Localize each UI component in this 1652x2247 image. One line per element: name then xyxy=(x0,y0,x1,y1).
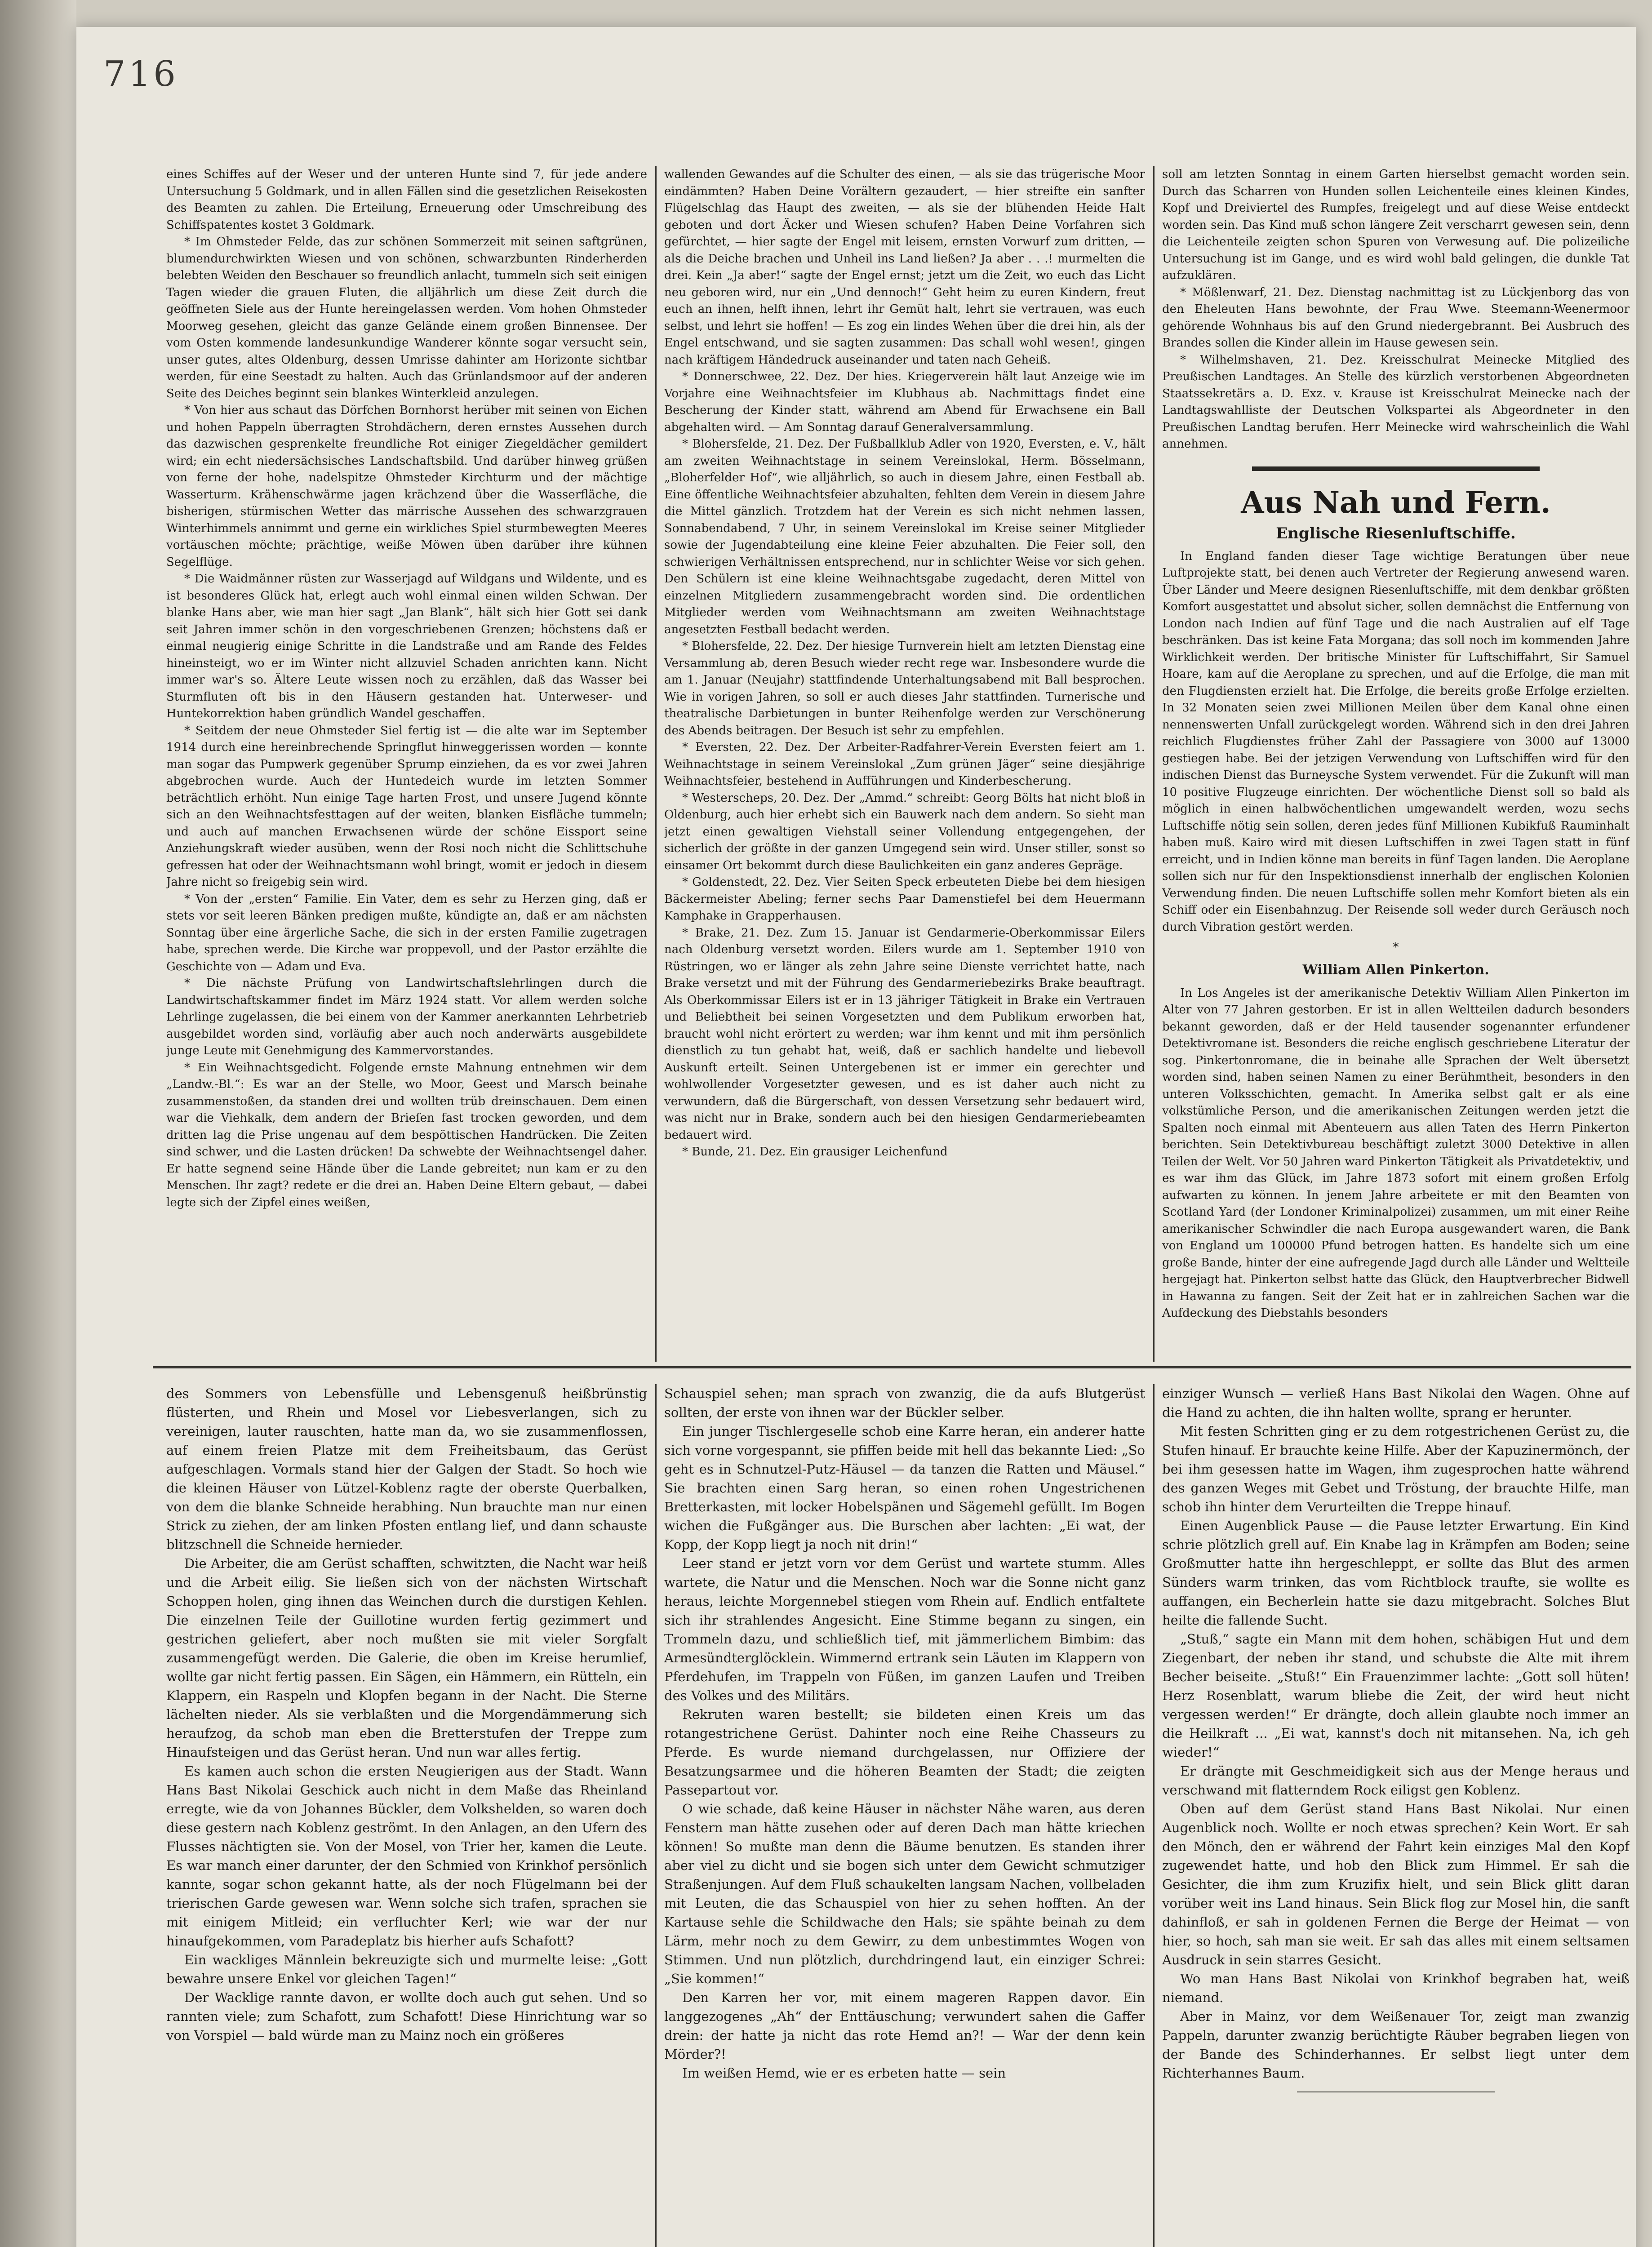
paragraph: Ein junger Tischlergeselle schob eine Karre heran, ein anderer hatte sich vorne vorgespannt, sie pfiffen beide mit hell das bekannte Lied: „So geht es in Schnutzel-Putz-Häusel — da tanzen die Ratten und Mäusel.“ Sie brachten einen Sarg heran, so einen rohen Ungestrichenen Bretterkasten, mit locker Hobelspänen und Sägemehl gefüllt. Im Bogen wichen die Fußgänger aus. Die Burschen aber lachten: „Ei wat, der Kopp, der Kopp liegt ja noch nit drin!“ xyxy=(664,1424,1145,1552)
paragraph: O wie schade, daß keine Häuser in nächster Nähe waren, aus deren Fenstern man hätte zusehen oder auf deren Dach man hätte kriechen können! So mußte man denn die Bäume benutzen. Es standen ihrer aber viel zu dicht und sie bogen sich unter dem Gewicht schmutziger Straßenjungen. Auf dem Fluß schaukelten langsam Nachen, vollbeladen mit Leuten, die das Schauspiel von hier zu sehen hofften. An der Kartause sehle die Schildwache den Hals; sie spähte beinah zu dem Lärm, mehr noch zu dem Gewirr, zu dem unbestimmtes Wogen von Stimmen. Und nun plötzlich, durchdringend laut, ein einziger Schrei: „Sie kommen!“ xyxy=(664,1801,1145,1986)
paragraph: des Sommers von Lebensfülle und Lebensgenuß heißbrünstig flüsterten, und Rhein und Mosel vor Liebesverlangen, sich zu vereinigen, lauter rauschten, hatte man da, wo sie zusammenflossen, auf einem freien Platze mit dem Freiheitsbaum, das Gerüst aufgeschlagen. Vormals stand hier der Galgen der Stadt. So hoch wie die kleinen Häuser von Lützel-Koblenz ragte der oberste Querbalken, von dem die blanke Schneide herabhing. Nun brauchte man nur einen Strick zu ziehen, der am linken Pfosten entlang lief, und dann schauste blitzschnell die Schneide hernieder. xyxy=(166,1386,647,1552)
paragraph: Einen Augenblick Pause — die Pause letzter Erwartung. Ein Kind schrie plötzlich grell auf. Ein Knabe lag in Krämpfen am Boden; seine Großmutter hatte ihn hergeschleppt, er sollte das Blut des armen Sünders warm trinken, das vom Richtblock traufte, sie wollte es auffangen, ein Becherlein hatte sie dazu mitgebracht. Solches Blut heilte die fallende Sucht. xyxy=(1162,1518,1630,1628)
paragraph: * Die Waidmänner rüsten zur Wasserjagd auf Wildgans und Wildente, und es ist besonderes Glück hat, erlegt auch wohl einmal einen wilden Schwan. Der blanke Hans aber, wie man hier sagt „Jan Blank“, hält sich hier Gott sei dank seit Jahren immer schön in den vorgeschriebenen Grenzen; höchstens daß er einmal neugierig einige Schritte in die Landstraße und am Rande des Feldes hineinsteigt, wo er im Winter nicht allzuviel Schaden anrichten kann. Nicht immer war's so. Ältere Leute wissen noch zu erzählen, daß das Wasser bei Sturmfluten oft bis in den Häusern gestanden hat. Unterweser- und Huntekorrektion haben gründlich Wandel geschaffen. xyxy=(166,572,647,720)
paragraph: eines Schiffes auf der Weser und der unteren Hunte sind 7, für jede andere Untersuchung 5 Goldmark, und in allen Fällen sind die gesetzlichen Reisekosten des Beamten zu zahlen. Die Erteilung, Erneuerung oder Umschreibung des Schiffspatentes kostet 3 Goldmark. xyxy=(166,168,647,232)
page-number: 716 xyxy=(103,54,178,94)
paragraph: Schauspiel sehen; man sprach von zwanzig, die da aufs Blutgerüst sollten, der erste von ihnen war der Bückler selber. xyxy=(664,1386,1145,1420)
feuilleton-column-2-body xyxy=(664,1384,1145,2083)
paragraph: Wo man Hans Bast Nikolai von Krinkhof begraben hat, weiß niemand. xyxy=(1162,1971,1630,2005)
section-subtitle: Englische Riesenluftschiffe. xyxy=(1276,524,1516,542)
paragraph: „Stuß,“ sagte ein Mann mit dem hohen, schäbigen Hut und dem Ziegenbart, der neben ihr stand, und schubste die Alte mit ihrem Becher beiseite. „Stuß!“ Ein Frauenzimmer lachte: „Gott soll hüten! Herz Rosenblatt, warum bliebe die Zeit, der wird heut nicht vergessen werden!“ Er drängte, doch allein glaubte noch immer an die Heilkraft ... „Ei wat, kannst's doch nit mitansehen. Na, ich geh wieder!“ xyxy=(1162,1631,1630,1760)
paragraph: Die Arbeiter, die am Gerüst schafften, schwitzten, die Nacht war heiß und die Arbeit eilig. Sie ließen sich von der nächsten Wirtschaft Schoppen holen, ging ihnen das Weinchen durch die durstigen Kehlen. Die einzelnen Teile der Guillotine wurden fertig gezimmert und gestrichen geliefert, aber noch mußten sie mit vieler Sorgfalt zusammengefügt werden. Die Galerie, die oben im Kreise herumlief, wollte gar nicht fertig passen. Ein Sägen, ein Hämmern, ein Rütteln, ein Klappern, ein Raspeln und Klopfen begann in der Nacht. Die Sterne lächelten nieder. Als sie verblaßten und die Morgendämmerung sich heraufzog, da schob man eben die Bretterstufen der Treppe zum Hinaufsteigen und das Gerüst heran. Und nun war alles fertig. xyxy=(166,1556,647,1760)
paragraph: Im weißen Hemd, wie er es erbeten hatte — sein xyxy=(682,2065,1006,2081)
column-divider-1 xyxy=(655,166,657,1362)
paragraph: Oben auf dem Gerüst stand Hans Bast Nikolai. Nur einen Augenblick noch. Wollte er noch etwas sprechen? Kein Wort. Er sah den Mönch, den er während der Fahrt kein einziges Mal den Kopf zugewendet hatte, und hob den Blick zum Himmel. Er sah die Gesichter, die ihm zum Kruzifix hielt, und sein Blick glitt daran vorüber weit ins Land hinaus. Sein Blick flog zur Mosel hin, die sanft dahinfloß, er sah in goldenen Fernen die Berge der Heimat — von hier, so hoch, sah man sie weit. Er sah das alles mit einem seltsamen Ausdruck in sein starres Gesicht. xyxy=(1162,1801,1630,1967)
paragraph: * Blohersfelde, 21. Dez. Der Fußballklub Adler von 1920, Eversten, e. V., hält am zweiten Weihnachtstage in seinem Vereinslokal, Herm. Bösselmann, „Bloherfelder Hof“, wie alljährlich, so auch in diesem Jahre, einen Festball ab. Eine öffentliche Weihnachtsfeier abzuhalten, fehlten dem Verein in diesem Jahre die Mittel gänzlich. Trotzdem hat der Verein es sich nicht nehmen lassen, Sonnabendabend, 7 Uhr, in seinem Vereinslokal im Kreise seiner Mitglieder sowie der Jugendabteilung eine kleine Feier abzuhalten. Die Feier soll, den schwierigen Verhältnissen entsprechend, nur in schlichter Weise vor sich gehen. Den Schülern ist eine kleine Weihnachtsgabe zugedacht, deren Mittel von einzelnen Mitgliedern zusammengebracht worden sind. Die ordentlichen Mitglieder werden vom Weihnachtsmann am zweiten Weihnachtstage angesetzten Festball bedacht werden. xyxy=(664,437,1145,636)
feuilleton-column-3-body xyxy=(1162,1384,1630,2083)
paragraph: * Brake, 21. Dez. Zum 15. Januar ist Gendarmerie-Oberkommissar Eilers nach Oldenburg versetzt worden. Eilers wurde am 1. September 1910 von Rüstringen, wo er länger als zehn Jahre seine Dienste verrichtet hatte, nach Brake versetzt und mit der Führung des Gendarmeriebezirks Brake beauftragt. Als Oberkommissar Eilers ist er in 13 jähriger Tätigkeit in Brake ein Vertrauen und Beliebtheit bei seinen Vorgesetzten und dem Publikum erworben hat, braucht wohl nicht erörtert zu werden; war ihm kennt und mit ihm persönlich dienstlich zu tun gehabt hat, weiß, daß er sachlich handelte und liebevoll Auskunft erteilt. Seinen Untergebenen ist er immer ein gerechter und wohlwollender Vorgesetzter gewesen, und es ist daher auch nicht zu verwundern, daß die Bürgerschaft, von dessen Versetzung sehr bedauert wird, was nicht nur in Brake, sondern auch bei den hiesigen Gendarmeriebeamten bedauert wird. xyxy=(664,926,1145,1142)
paragraph: * Die nächste Prüfung von Landwirtschaftslehrlingen durch die Landwirtschaftskammer findet im März 1924 statt. Vor allem werden solche Lehrlinge zugelassen, die bei einem von der Kammer anerkannten Lehrbetrieb ausgebildet worden sind, vorläufig aber auch noch anderwärts ausgebildete junge Leute mit Genehmigung des Kammervorstandes. xyxy=(166,977,647,1057)
paragraph: Rekruten waren bestellt; sie bildeten einen Kreis um das rotangestrichene Gerüst. Dahinter noch eine Reihe Chasseurs zu Pferde. Es wurde niemand durchgelassen, nur Offiziere der Besatzungsarmee und die höheren Beamten der Stadt; die zeigten Passepartout vor. xyxy=(664,1707,1145,1798)
paragraph: In Los Angeles ist der amerikanische Detektiv William Allen Pinkerton im Alter von 77 Jahren gestorben. Er ist in allen Weltteilen dadurch besonders bekannt geworden, daß er der Held tausender sogenannter erfundener Detektivromane ist. Besonders die reiche englisch geschriebene Literatur der sog. Pinkertonromane, die in beinahe alle Sprachen der Welt übersetzt worden sind, haben seinen Namen zu einer Berühmtheit, besonders in den unteren Volksschichten, gemacht. In Amerika selbst galt er als eine volkstümliche Person, und die amerikanischen Zeitungen werden jetzt die Spalten noch einmal mit Abenteuern aus allen Taten des Herrn Pinkerton berichten. Sein Detektivbureau beschäftigt zuletzt 3000 Detektive in allen Teilen der Welt. Vor 50 Jahren ward Pinkerton Tätigkeit als Privatdetektiv, und es war ihm das Glück, im Jahre 1873 sofort mit einem großen Erfolg aufwarten zu können. In jenem Jahre arbeitete er mit den Beamten von Scotland Yard (der Londoner Kriminalpolizei) zusammen, um mit einer Reihe amerikanischer Schwindler die nach Europa ausgewandert waren, die Bank von England um 100000 Pfund betrogen hatten. Es handelte sich um eine große Bande, hinter der eine aufregende Jagd durch alle Länder und Weltteile hergejagt hat. Pinkerton selbst hatte das Glück, den Hauptverbrecher Bidwell in Hawanna zu fangen. Seit der Zeit hat er in zahlreichen Sachen war die Aufdeckung des Diebstahls besonders xyxy=(1162,986,1630,1320)
paragraph: * Goldenstedt, 22. Dez. Vier Seiten Speck erbeuteten Diebe bei dem hiesigen Bäckermeister Abeling; ferner sechs Paar Damenstiefel bei dem Heuermann Kamphake in Grapperhausen. xyxy=(664,875,1145,923)
paragraph: wallenden Gewandes auf die Schulter des einen, — als sie das trügerische Moor eindämmten? Haben Deine Vorältern gezaudert, — hier streifte ein sanfter Flügelschlag das Haupt des zweiten, — als sie der blühenden Heide Halt geboten und dort Äcker und Wiesen schufen? Haben Deine Vorfahren sich gefürchtet, — hier sagte der Engel mit leisem, ernsten Vorwurf zum dritten, — als die Deiche brachen und Unheil ins Land ließen? Ja aber . . .! murmelten die drei. Kein „Ja aber!“ sagte der Engel ernst; jetzt um die Zeit, wo euch das Licht neu geboren wird, nur ein „Und dennoch!“ Geht heim zu euren Kindern, freut euch an ihnen, helft ihnen, lehrt ihr Gemüt halt, lehrt sie vertrauen, was euch selbst, und lehrt sie hoffen! — Es zog ein lindes Wehen über die drei hin, als der Engel entschwand, und sie sagten zusammen: Das schall wohl wesen!, gingen nach kräftigem Händedruck auseinander und taten nach Geheiß. xyxy=(664,168,1145,367)
paragraph: Es kamen auch schon die ersten Neugierigen aus der Stadt. Wann Hans Bast Nikolai Geschick auch nicht in dem Maße das Rheinland erregte, wie da von Johannes Bückler, dem Volkshelden, so waren doch diese gestern nach Koblenz geströmt. In den Anlagen, an den Ufern des Flusses nächtigten sie. Von der Mosel, von Trier her, kamen die Leute. Es war manch einer darunter, der den Schmied von Krinkhof persönlich kannte, sogar schon gekannt hatte, als der noch Flügelmann bei der trierischen Garde gewesen war. Wenn solche sich trafen, sprachen sie mit einigem Mitleid; ein verfluchter Kerl; wie war der nur hinaufgekommen, vom Paradeplatz bis hierher aufs Schafott? xyxy=(166,1763,647,1949)
column-1 xyxy=(166,166,647,1362)
section-title: Aus Nah und Fern. xyxy=(1241,484,1551,520)
paragraph: * Ein Weihnachtsgedicht. Folgende ernste Mahnung entnehmen wir dem „Landw.-Bl.“: Es war an der Stelle, wo Moor, Geest und Marsch beinahe zusammenstoßen, da standen drei und wollten trüb dreinschauen. Dem einen war die Viehkalk, dem andern der Brieſen fast trocken geworden, und dem dritten lag die Prise ungenau auf dem bespöttischen Handrücken. Die Zeiten sind schwer, und die Lasten drücken! Da schwebte der Weihnachtsengel daher. Er hatte segnend seine Hände über die Lande gebreitet; nun kam er zu den Menschen. Ihr zagt? redete er die drei an. Haben Deine Eltern gebaut, — dabei legte sich der Zipfel eines weißen, xyxy=(166,1061,647,1209)
section-rule xyxy=(1252,466,1540,471)
column-3 xyxy=(1162,166,1630,1362)
paragraph: * Von hier aus schaut das Dörfchen Bornhorst herüber mit seinen von Eichen und hohen Pappeln überragten Strohdächern, deren ernstes Aussehen durch das dazwischen gesprenkelte freundliche Rot einiger Ziegeldächer gemildert wird; ein echt niedersächsisches Landschaftsbild. Und darüber hinweg grüßen von ferne der hohe, nadelspitze Ohmsteder Kirchturm und der mächtige Wasserturm. Krähenschwärme jagen krächzend über die Wasserfläche, die bisherigen, stürmischen Wetter das märrische Aussehen des schwarzgrauen Winterhimmels annimmt und gerne ein wirkliches Spiel sturmbewegten Meeres vortäuschen möchte; prächtige, weiße Möwen üben darüber ihre kühnen Segelflüge. xyxy=(166,404,647,569)
paragraph: * Eversten, 22. Dez. Der Arbeiter-Radfahrer-Verein Eversten feiert am 1. Weihnachtstage in seinem Vereinslokal „Zum grünen Jäger“ seine diesjährige Weihnachtsfeier, bestehend in Aufführungen und Kinderbescherung. xyxy=(664,741,1145,788)
paragraph: Ein wackliges Männlein bekreuzigte sich und murmelte leise: „Gott bewahre unsere Enkel vor gleichen Tagen!“ xyxy=(166,1952,647,1986)
feuilleton-column-1 xyxy=(166,1384,647,2247)
paragraph: Aber in Mainz, vor dem Weißenauer Tor, zeigt man zwanzig Pappeln, darunter zwanzig berüchtigte Räuber begraben liegen von der Bande des Schinderhannes. Er selbst liegt unter dem Richterhannes Baum. xyxy=(1162,2009,1630,2081)
column-3-local-news xyxy=(1162,166,1630,453)
paragraph: * Seitdem der neue Ohmsteder Siel fertig ist — die alte war im September 1914 durch eine hereinbrechende Springflut hinweggerissen worden — konnte man sogar das Pumpwerk gegenüber Sprump einziehen, da es vor zwei Jahren abgebrochen wurde. Auch der Huntedeich wurde im letzten Sommer beträchtlich erhöht. Nun einige Tage harten Frost, und unsere Jugend könnte sich an den Weihnachtsfesttagen auf der weiten, blanken Eisfläche tummeln; und auch auf manchen Erwachsenen würde der schöne Eissport seine Anziehungskraft wieder ausüben, wenn der Rosi noch nicht die Schlittschuhe gefressen hat oder der Weihnachtsmann wohl bringt, womit er jedoch in diesem Jahre nicht so freigebig sein wird. xyxy=(166,724,647,889)
paragraph: * Bunde, 21. Dez. Ein grausiger Leichenfund xyxy=(682,1145,948,1159)
paragraph: Der Wacklige rannte davon, er wollte doch auch gut sehen. Und so rannten viele; zum Schafott, zum Schafott! Diese Hinrichtung war so von Vorspiel — bald würde man zu Mainz noch ein größeres xyxy=(166,1990,647,2043)
paragraph: einziger Wunsch — verließ Hans Bast Nikolai den Wagen. Ohne auf die Hand zu achten, die ihn halten wollte, sprang er herunter. xyxy=(1162,1386,1630,1420)
feuilleton-divider xyxy=(153,1366,1631,1368)
airship-article xyxy=(1162,548,1630,936)
feuilleton-column-3 xyxy=(1162,1384,1630,2247)
column-1-body xyxy=(166,166,647,1211)
feuilleton-column-1-body xyxy=(166,1384,647,2045)
paragraph: * Wilhelmshaven, 21. Dez. Kreisschulrat Meinecke Mitglied des Preußischen Landtages. An Stelle des kürzlich verstorbenen Abgeordneten Staatssekretärs a. D. Exz. v. Krause ist Kreisschulrat Meinecke nach der Landtagswahlliste der Deutschen Volkspartei als Abgeordneter in den Preußischen Landtag berufen. Herr Meinecke wird wahrscheinlich die Wahl annehmen. xyxy=(1162,353,1630,451)
paragraph: In England fanden dieser Tage wichtige Beratungen über neue Luftprojekte statt, bei denen auch Vertreter der Regierung anwesend waren. Über Länder und Meere designen Riesenluftschiffe, mit dem denkbar größten Komfort ausgestattet und absolut sicher, sollen demnächst die Entfernung von London nach Indien auf fünf Tage und die nach Australien auf elf Tage beschränken. Das ist keine Fata Morgana; das soll noch im kommenden Jahre Wirklichkeit werden. Der britische Minister für Luftschiffahrt, Sir Samuel Hoare, kam auf die Aeroplane zu sprechen, und auf die Erfolge, die man mit den Flugdiensten erzielt hat. Die Erfolge, die bereits große Erfolge erzielten. In 32 Monaten seien zwei Millionen Meilen über dem Kanal ohne einen nennenswerten Unfall zurückgelegt worden. Während sich in den drei Jahren reichlich Flugdienstes früher Zahl der Passagiere von 3000 auf 13000 gestiegen habe. Bei der jetzigen Verwendung von Luftschiffen wird für den indischen Dienst das Burneysche System verwendet. Für die Zukunft will man 10 positive Flugzeuge einrichten. Der wöchentliche Dienst soll so bald als möglich in einen halbwöchentlichen umgewandelt werden, wozu sechs Luftschiffe nötig sein sollen, deren jedes fünf Millionen Kubikfuß Rauminhalt haben muß. Kairo wird mit diesen Luftschiffen in zwei Tagen statt in fünf erreicht, und in Indien könne man bereits in fünf Tagen landen. Die Aeroplane sollen sich nur für den Inspektionsdienst innerhalb der englischen Kolonien Verwendung finden. Die neuen Luftschiffe sollen mehr Komfort bieten als ein Schiff oder ein Eisenbahnzug. Der Reisende soll weder durch Geräusch noch durch Vibration gestört werden. xyxy=(1162,549,1630,934)
feuilleton-divider-2 xyxy=(1153,1384,1155,2247)
feuilleton-divider-1 xyxy=(655,1384,657,2247)
pinkerton-article xyxy=(1162,985,1630,1322)
paragraph: Mit festen Schritten ging er zu dem rotgestrichenen Gerüst zu, die Stufen hinauf. Er brauchte keine Hilfe. Aber der Kapuzinermönch, der bei ihm gesessen hatte im Wagen, ihm zugesprochen hatte während des ganzen Weges mit Gebet und Tröstung, der brauchte Hilfe, man schob ihn hinter dem Verurteilten die Treppe hinauf. xyxy=(1162,1424,1630,1514)
paragraph: * Von der „ersten“ Familie. Ein Vater, dem es sehr zu Herzen ging, daß er stets vor seit leeren Bänken predigen mußte, kündigte an, daß er am nächsten Sonntag über eine ärgerliche Sache, die sich in der ersten Familie zugetragen habe, sprechen werde. Die Kirche war proppevoll, und der Pastor erzählte die Geschichte von — Adam und Eva. xyxy=(166,892,647,973)
paragraph: * Westerscheps, 20. Dez. Der „Ammd.“ schreibt: Georg Bölts hat nicht bloß in Oldenburg, auch hier erhebt sich ein Bauwerk nach dem andern. So sieht man jetzt einen gewaltigen Viehstall seiner Vollendung entgegengehen, der sicherlich der größte in der ganzen Umgegend sein wird. Unser stiller, sonst so einsamer Ort bekommt durch diese Baulichkeiten ein ganz anderes Gepräge. xyxy=(664,791,1145,872)
paragraph: Er drängte mit Geschmeidigkeit sich aus der Menge heraus und verschwand mit flatterndem Rock eiligst gen Koblenz. xyxy=(1162,1763,1630,1798)
paragraph: Leer stand er jetzt vorn vor dem Gerüst und wartete stumm. Alles wartete, die Natur und die Menschen. Noch war die Sonne nicht ganz heraus, leichte Morgennebel stiegen vom Rhein auf. Endlich entfaltete sich ihr strahlendes Angesicht. Eine Stimme begann zu singen, ein Trommeln dazu, und schließlich tief, mit jämmerlichem Bimbim: das Armesündterglöcklein. Wimmernd ertrank sein Läuten im Klappern von Pferdehufen, im Trappeln von Füßen, im ganzen Laufen und Treiben des Volkes und des Militärs. xyxy=(664,1556,1145,1703)
paragraph: * Blohersfelde, 22. Dez. Der hiesige Turnverein hielt am letzten Dienstag eine Versammlung ab, deren Besuch wieder recht rege war. Insbesondere wurde die am 1. Januar (Neujahr) stattfindende Unterhaltungsabend mit Ball besprochen. Wie in vorigen Jahren, so soll er auch dieses Jahr stattfinden. Turnerische und theatralische Darbietungen in bunter Reihenfolge werden zur Verschönerung des Abends beitragen. Der Besuch ist sehr zu empfehlen. xyxy=(664,639,1145,737)
column-2 xyxy=(664,166,1145,1362)
paragraph: soll am letzten Sonntag in einem Garten hierselbst gemacht worden sein. Durch das Scharren von Hunden sollen Leichenteile eines kleinen Kindes, Kopf und Dreiviertel des Rumpfes, freigelegt und auf diese Weise entdeckt worden sein. Das Kind muß schon längere Zeit verscharrt gewesen sein, denn die Leichenteile zeigten schon Spuren von Verwesung auf. Die polizeiliche Untersuchung ist im Gange, und es wird wohl bald gelingen, die dunkle Tat aufzuklären. xyxy=(1162,168,1630,282)
paragraph: * Mößlenwarf, 21. Dez. Dienstag nachmittag ist zu Lückjenborg das von den Eheleuten Hans bewohnte, der Frau Wwe. Steemann-Weenermoor gehörende Wohnhaus bis auf den Grund niedergebrannt. Bei Ausbruch des Brandes sollen die Kinder allein im Hause gewesen sein. xyxy=(1162,285,1630,350)
paragraph: * Donnerschwee, 22. Dez. Der hies. Kriegerverein hält laut Anzeige wie im Vorjahre eine Weihnachtsfeier im Klubhaus ab. Nachmittags findet eine Bescherung der Kinder statt, während am Abend für Erwachsene ein Ball abgehalten wird. — Am Sonntag darauf Generalversammlung. xyxy=(664,370,1145,434)
separator-star: * xyxy=(1393,941,1399,954)
column-divider-2 xyxy=(1153,166,1155,1362)
pinkerton-title: William Allen Pinkerton. xyxy=(1302,962,1489,978)
paragraph: * Im Ohmsteder Felde, das zur schönen Sommerzeit mit seinen saftgrünen, blumendurchwirkten Wiesen und von schönen, schwarzbunten Rinderherden belebten Weiden den Beschauer so freundlich anlacht, tummeln sich seit einigen Tagen wieder die grauen Fluten, die alljährlich um diese Zeit durch die geöffneten Siele aus der Hunte hereingelassen werden. Vom hohen Ohmsteder Moorweg gesehen, gleicht das ganze Gelände einem großen Binnensee. Der vom Osten kommende landesunkundige Wanderer könnte sogar versucht sein, unser gutes, altes Oldenburg, dessen Umrisse dahinter am Horizonte sichtbar werden, für eine Seestadt zu halten. Auch das Grünlandsmoor auf der anderen Seite des Deiches beginnt sein blankes Winterkleid anzulegen. xyxy=(166,235,647,400)
paragraph: Den Karren her vor, mit einem mageren Rappen davor. Ein langgezogenes „Ah“ der Enttäuschung; verwundert sahen die Gaffer drein: der hatte ja nicht das rote Hemd an?! — War der denn kein Mörder?! xyxy=(664,1990,1145,2062)
feuilleton-column-2 xyxy=(664,1384,1145,2247)
page-gutter xyxy=(0,0,76,2247)
column-2-body xyxy=(664,166,1145,1161)
